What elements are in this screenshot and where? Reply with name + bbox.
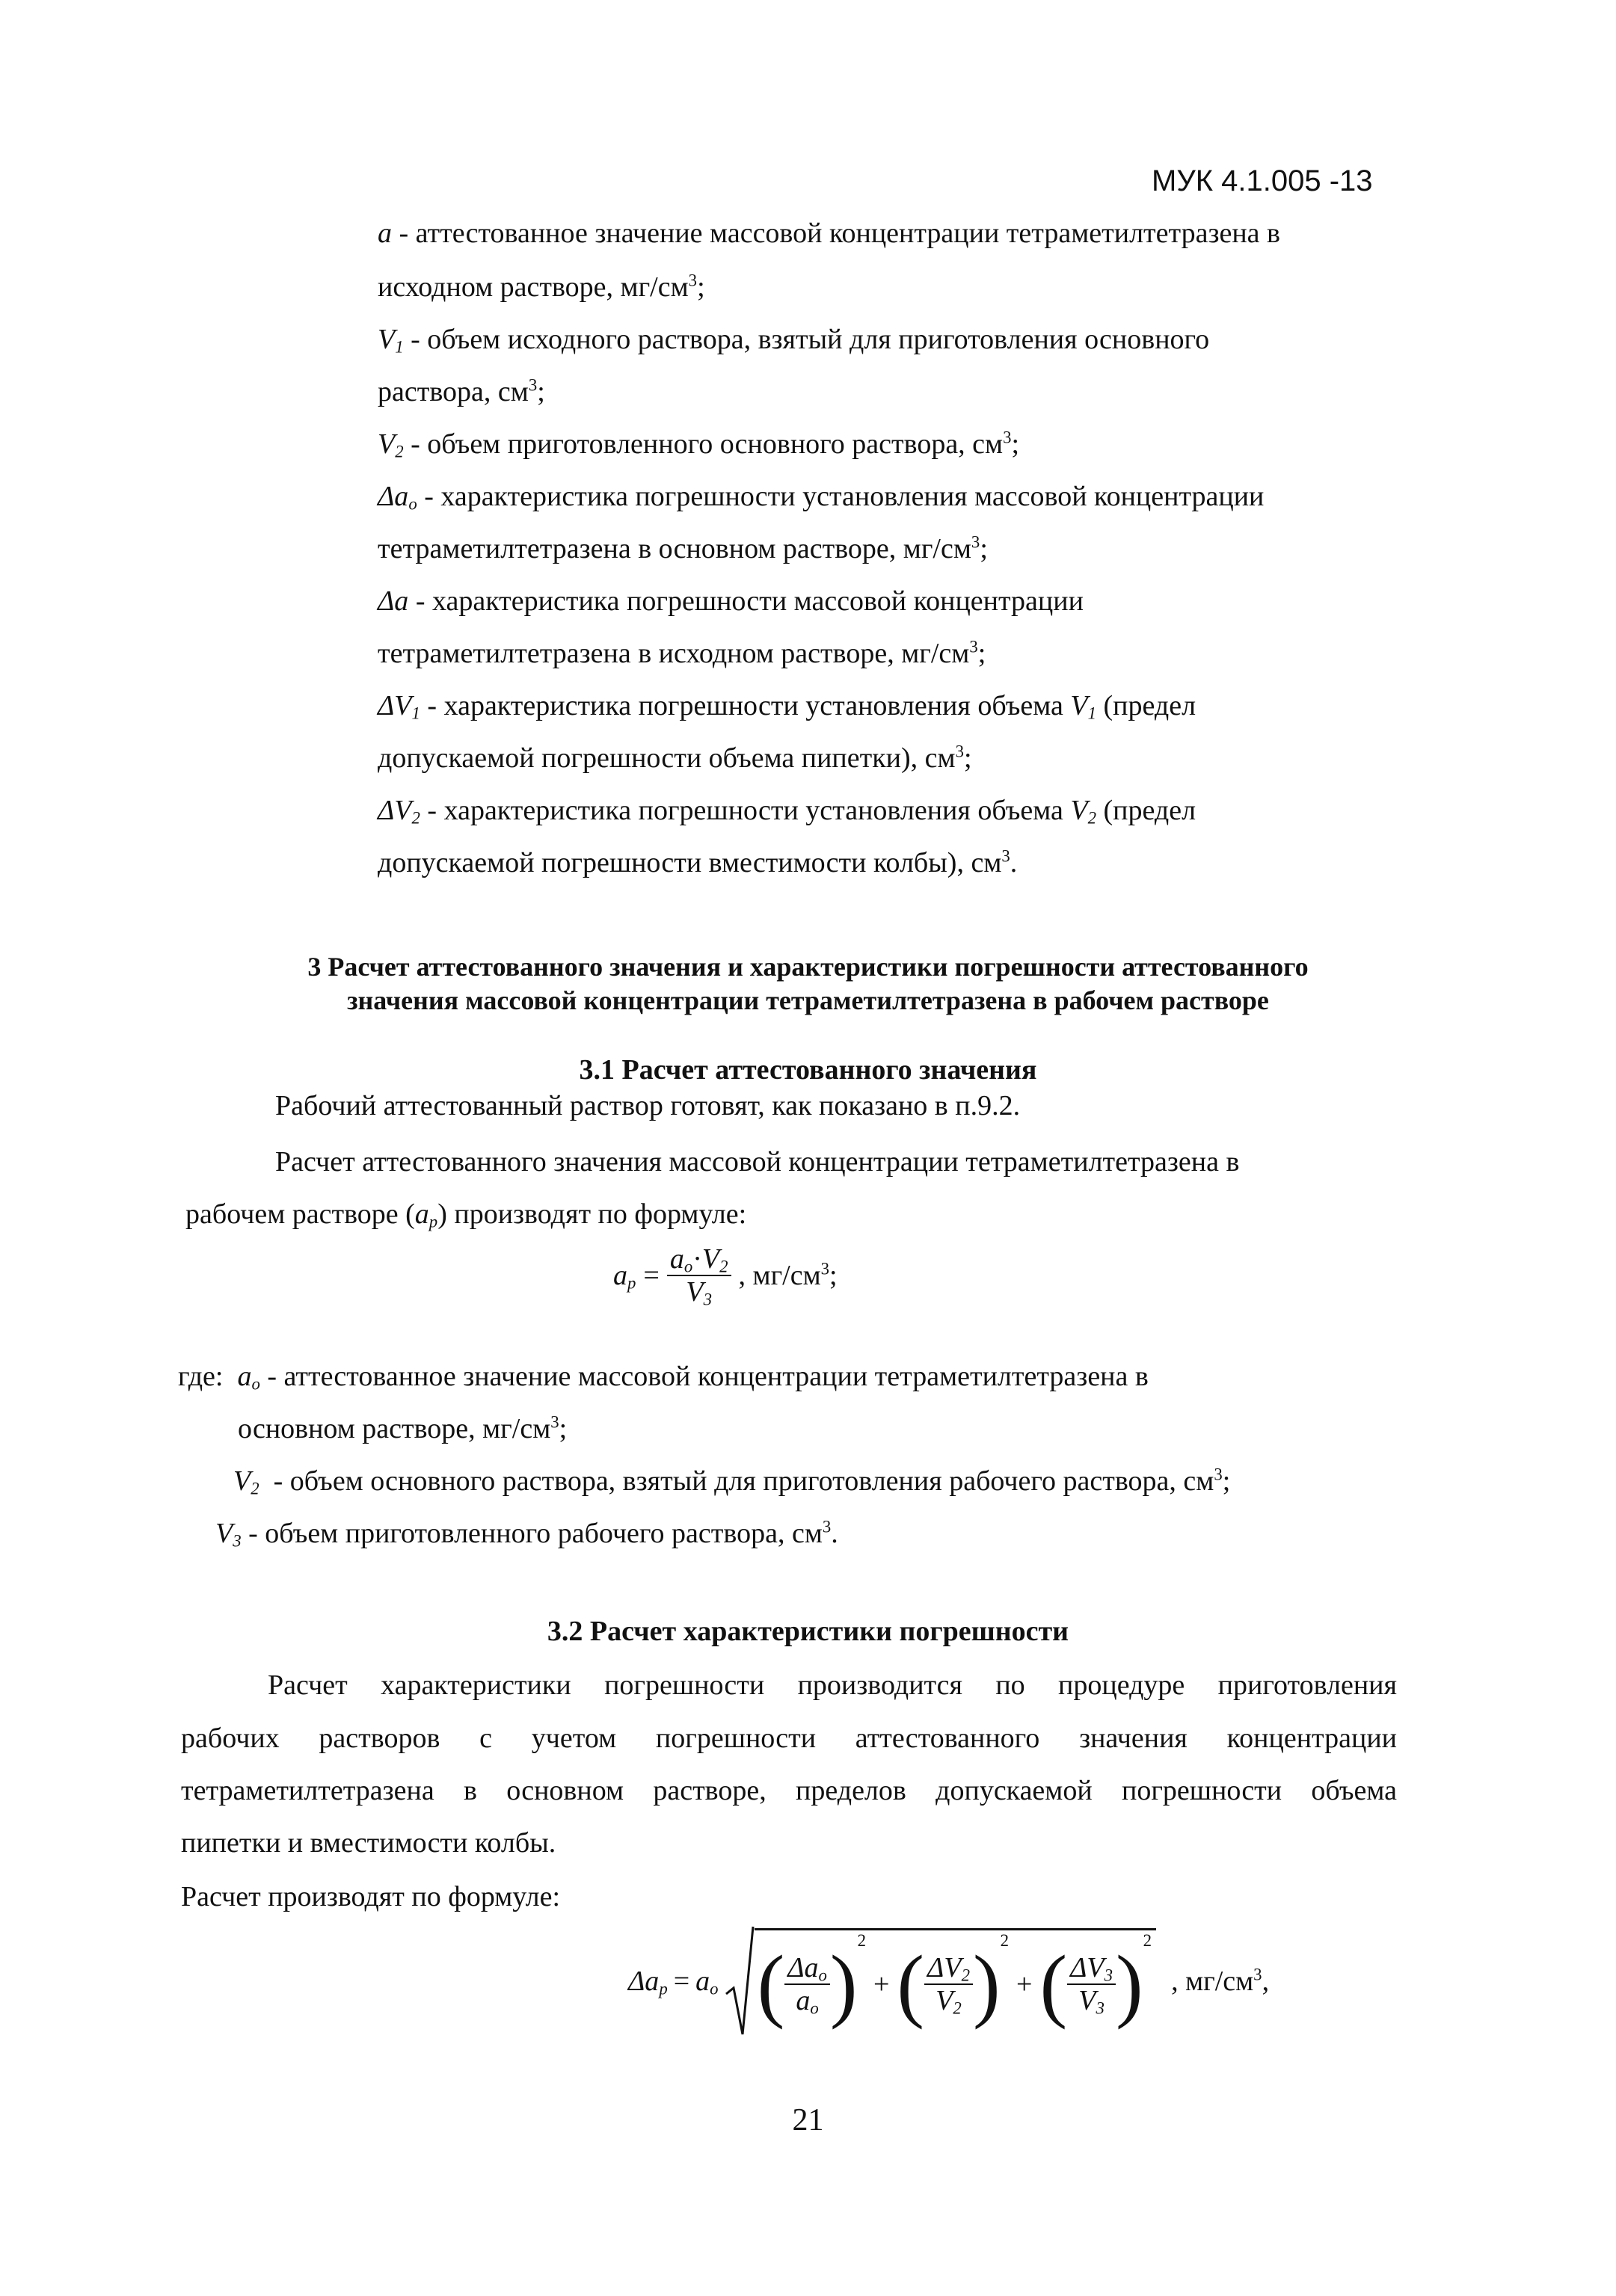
sub: o — [810, 1998, 819, 2018]
symbol: ΔV — [378, 795, 412, 826]
symbol: Δa — [787, 1951, 819, 1983]
where-line3 — [215, 1517, 838, 1551]
sup: 3 — [955, 742, 964, 761]
formula-ap — [613, 1243, 838, 1309]
sup: 3 — [1003, 428, 1012, 447]
radicand: ( $\frac{\Delta a_o}{a_o}$ ) 2 + ( $\frac{\Delta V_2}{V_2}$ ) 2 + ( $\frac{\Delta V_3}{V_3}$ ) 2 — [755, 1928, 1157, 2035]
def-text: - объем приготовленного основного раствора, см — [403, 428, 1004, 460]
square-root — [725, 1925, 1157, 2037]
def-delta-a — [378, 587, 1084, 615]
equals-sign: = — [673, 1966, 690, 1997]
plus-sign: + — [1016, 1968, 1033, 2000]
def-delta-v2 — [378, 795, 1196, 828]
symbol: a — [414, 1198, 429, 1230]
sup: 3 — [1253, 1965, 1262, 1984]
sub: 2 — [719, 1257, 728, 1276]
term3-fraction — [1067, 1951, 1116, 2018]
def-text: раствора, см — [378, 376, 529, 407]
unit: , мг/см — [738, 1260, 821, 1291]
sub: 3 — [233, 1531, 242, 1551]
document-code: МУК 4.1.005 -13 — [1152, 164, 1373, 197]
def-text: - аттестованное значение массовой концентрации тетраметилтетразена в — [259, 1361, 1149, 1392]
numerator — [1067, 1951, 1116, 1985]
symbol: V — [378, 428, 396, 460]
symbol: ΔV — [927, 1951, 962, 1983]
def-text: допускаемой погрешности объема пипетки), см — [378, 742, 956, 774]
symbol: V — [378, 324, 396, 355]
right-paren: ) — [1116, 1938, 1143, 2030]
term1-fraction — [784, 1951, 830, 2018]
numerator — [784, 1951, 830, 1985]
sup: 3 — [688, 271, 698, 290]
def-v2 — [378, 428, 1020, 461]
where-label: где: — [178, 1361, 224, 1392]
def-a — [378, 219, 1280, 247]
punct: , — [1262, 1966, 1270, 1997]
sub: 2 — [953, 1998, 962, 2018]
def-text: исходном растворе, мг/см — [378, 271, 689, 303]
numerator — [924, 1951, 973, 1985]
sub: o — [818, 1966, 827, 1985]
sup: 3 — [1001, 846, 1010, 866]
punct: ; — [829, 1260, 838, 1291]
def-delta-ao — [378, 481, 1265, 514]
def-text: - аттестованное значение массовой концентрации тетраметилтетразена в — [392, 218, 1280, 249]
sup: 3 — [528, 375, 538, 395]
sub: 2 — [961, 1966, 970, 1985]
section-3-2-p1-line2: рабочих растворов с учетом погрешности аттестованного значения концентрации — [181, 1723, 1397, 1754]
sub: 2 — [411, 808, 420, 828]
def-text: - характеристика погрешности установления объема — [420, 795, 1071, 826]
sub: o — [408, 494, 417, 514]
def-text: тетраметилтетразена в исходном растворе, мг/см — [378, 638, 970, 669]
punct: . — [1010, 847, 1018, 878]
section-3-1-p2-line1: Расчет аттестованного значения массовой концентрации тетраметилтетразена в — [275, 1146, 1240, 1178]
symbol: Δa — [378, 585, 409, 617]
sub: o — [683, 1257, 693, 1276]
where-line1 — [178, 1361, 1149, 1394]
def-delta-v2-cont — [378, 846, 1018, 878]
symbol: a — [796, 1984, 811, 2016]
sub: 3 — [703, 1290, 712, 1309]
def-text: тетраметилтетразена в основном растворе, мг/см — [378, 533, 971, 564]
def-text: (предел — [1096, 795, 1196, 826]
symbol: a — [669, 1243, 684, 1275]
sup: 3 — [822, 1517, 832, 1536]
def-text: (предел — [1096, 690, 1196, 721]
sup: 3 — [1214, 1465, 1223, 1484]
punct: ; — [1222, 1465, 1231, 1497]
section-3-title-line1: 3 Расчет аттестованного значения и характеристики погрешности аттестованного — [307, 952, 1309, 982]
page-number: 21 — [792, 2103, 824, 2138]
punct: ; — [537, 376, 545, 407]
punct: ; — [1011, 428, 1020, 460]
punct: ; — [964, 742, 972, 774]
sub: 1 — [395, 337, 404, 357]
punct: . — [831, 1518, 838, 1549]
section-3-1-p2-line2 — [185, 1198, 747, 1231]
def-a-cont — [378, 273, 705, 301]
sub: o — [251, 1374, 260, 1394]
punct: ; — [559, 1413, 568, 1444]
symbol: Δa — [628, 1966, 660, 1997]
sub: 2 — [1087, 808, 1097, 828]
formula-delta-ap — [628, 1925, 1269, 2037]
section-3-2-p1-line3: тетраметилтетразена в основном растворе, пределов допускаемой погрешности объема — [181, 1775, 1397, 1806]
symbol: a — [237, 1361, 252, 1392]
numerator — [667, 1245, 731, 1276]
sup: 3 — [820, 1259, 830, 1278]
def-text: - объем основного раствора, взятый для приготовления рабочего раствора, см — [259, 1465, 1214, 1497]
dot: · — [692, 1243, 702, 1275]
sub: 1 — [1087, 704, 1097, 723]
punct: ; — [977, 638, 986, 669]
symbol: a — [695, 1966, 710, 1997]
sub: p — [428, 1212, 438, 1231]
section-3-2-p1-line4: пипетки и вместимости колбы. — [181, 1827, 556, 1859]
def-text: - объем приготовленного рабочего раствора, см — [241, 1518, 823, 1549]
symbol: V — [233, 1465, 251, 1497]
def-text: - характеристика погрешности массовой концентрации — [408, 585, 1084, 617]
def-text: - характеристика погрешности установления объема — [420, 690, 1071, 721]
section-3-title-line2: значения массовой концентрации тетраметилтетразена в рабочем растворе — [347, 985, 1269, 1015]
section-3-1-title: 3.1 Расчет аттестованного значения — [579, 1054, 1037, 1086]
where-line2 — [233, 1465, 1231, 1498]
def-text: - характеристика погрешности установления массовой концентрации — [417, 481, 1265, 512]
section-3-2-title: 3.2 Расчет характеристики погрешности — [547, 1616, 1069, 1647]
symbol: ΔV — [378, 690, 412, 721]
section-3-2-p1-line1: Расчет характеристики погрешности производится по процедуре приготовления — [268, 1669, 1397, 1701]
punct: ; — [980, 533, 988, 564]
def-v1-cont — [378, 375, 545, 407]
def-delta-v1 — [378, 690, 1196, 723]
term2-fraction — [924, 1951, 973, 2018]
left-paren: ( — [757, 1938, 785, 2030]
radical-sign-icon — [725, 1925, 755, 2037]
sub: 1 — [411, 704, 420, 723]
symbol: V — [936, 1984, 953, 2016]
symbol: V — [701, 1243, 720, 1275]
symbol: V — [686, 1276, 704, 1308]
sub: 3 — [1096, 1998, 1105, 2018]
sub: p — [627, 1273, 636, 1293]
symbol: a — [378, 218, 392, 249]
denominator — [1075, 1984, 1107, 2018]
def-delta-ao-cont — [378, 532, 988, 564]
right-paren: ) — [972, 1938, 1001, 2030]
where-line1-cont — [238, 1412, 568, 1444]
equals-sign: = — [643, 1260, 660, 1291]
symbol: V — [1078, 1984, 1096, 2016]
unit: , мг/см — [1171, 1966, 1254, 1997]
left-paren: ( — [1039, 1938, 1068, 2030]
def-delta-v1-cont — [378, 744, 972, 772]
def-text: - объем исходного раствора, взятый для приготовления основного — [403, 324, 1210, 355]
section-3-1-p1: Рабочий аттестованный раствор готовят, как показано в п.9.2. — [275, 1090, 1021, 1121]
symbol: a — [613, 1260, 627, 1291]
fraction — [667, 1243, 731, 1309]
symbol: Δa — [378, 481, 409, 512]
left-paren: ( — [897, 1938, 925, 2030]
text: рабочем растворе ( — [185, 1198, 415, 1230]
def-v1 — [378, 324, 1210, 357]
symbol: V — [1070, 690, 1088, 721]
plus-sign: + — [873, 1968, 890, 2000]
symbol: V — [1070, 795, 1088, 826]
sub: 2 — [251, 1479, 259, 1498]
sub: 2 — [395, 442, 404, 461]
sub: o — [710, 1979, 719, 1998]
sup: 3 — [971, 532, 980, 552]
section-3-2-p2: Расчет производят по формуле: — [181, 1881, 561, 1912]
def-delta-a-cont — [378, 639, 986, 668]
denominator — [793, 1984, 821, 2018]
text: ) производят по формуле: — [437, 1198, 747, 1230]
sub: 3 — [1104, 1966, 1113, 1985]
def-text: допускаемой погрешности вместимости колбы), см — [378, 847, 1002, 878]
symbol: ΔV — [1070, 1951, 1105, 1983]
sup: 3 — [969, 637, 978, 656]
sub: p — [659, 1979, 668, 1998]
def-text: основном растворе, мг/см — [238, 1413, 551, 1444]
denominator — [683, 1276, 715, 1309]
symbol: V — [215, 1518, 233, 1549]
right-paren: ) — [829, 1938, 858, 2030]
sup: 3 — [550, 1412, 559, 1432]
denominator — [933, 1984, 965, 2018]
punct: ; — [697, 271, 705, 303]
